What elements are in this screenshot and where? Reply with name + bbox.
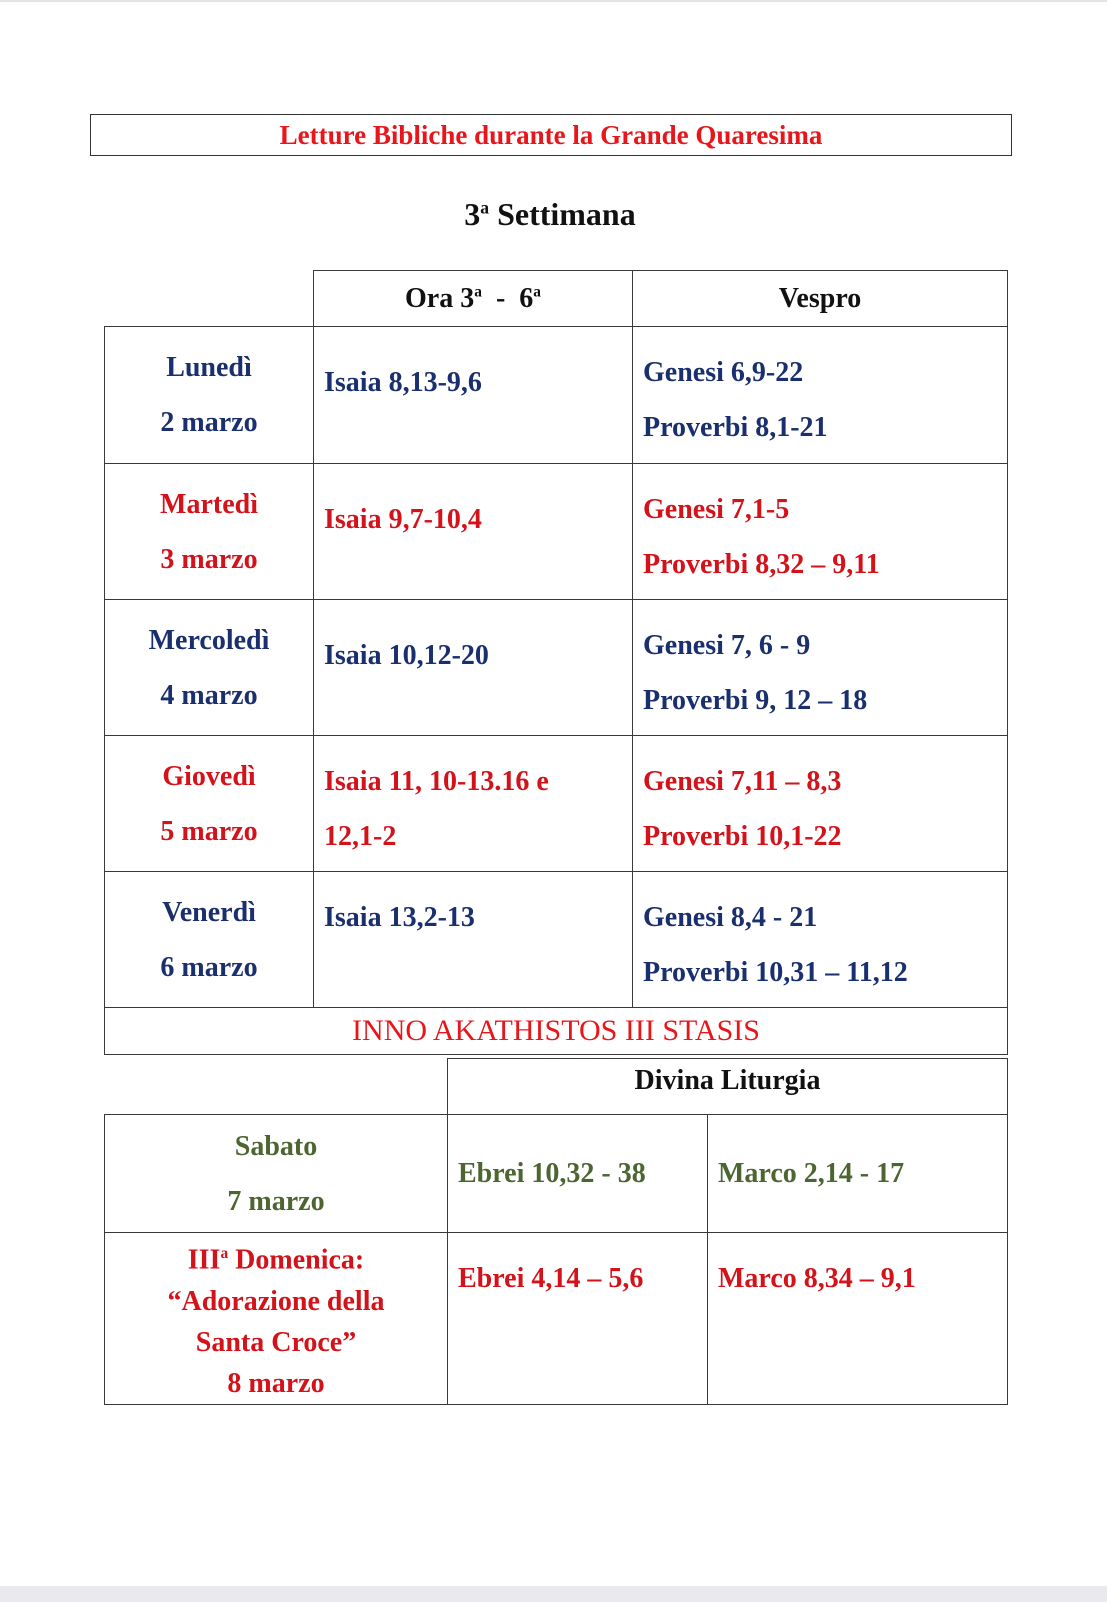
ora-reading-cell: Isaia 10,12-20: [314, 600, 633, 736]
vespro-reading-cell: Genesi 7, 6 - 9 Proverbi 9, 12 – 18: [633, 600, 1008, 736]
week-title: 3$^a$ Settimana: [464, 196, 636, 232]
document-title: Letture Bibliche durante la Grande Quaresima: [279, 119, 823, 150]
sabato-row: [105, 1115, 1008, 1233]
epistle-reading-cell: Ebrei 4,14 – 5,6: [448, 1233, 708, 1405]
day-row-lunedi: [105, 327, 1008, 464]
liturgy-table: [104, 1058, 1008, 1405]
epistle-reading-cell: Ebrei 10,32 - 38: [448, 1115, 708, 1233]
vespro-reading-cell: Genesi 7,1-5 Proverbi 8,32 – 9,11: [633, 464, 1008, 600]
day-cell-domenica: III$^a$ Domenica: “Adorazione della Santa Croce” 8 marzo: [105, 1233, 448, 1405]
header-row: [105, 271, 1008, 327]
ora-reading-cell: Isaia 11, 10-13.16 e 12,1-2: [314, 736, 633, 872]
akathistos-row: [105, 1008, 1008, 1055]
day-row-mercoledi: [105, 600, 1008, 736]
column-header-vespro: Vespro: [633, 271, 1008, 327]
day-cell: Lunedì 2 marzo: [105, 327, 314, 464]
document-title-box: [90, 114, 1012, 156]
domenica-row: [105, 1233, 1008, 1405]
divina-liturgia-header: Divina Liturgia: [448, 1059, 1008, 1115]
ora-reading-cell: Isaia 8,13-9,6: [314, 327, 633, 464]
day-row-venerdi: [105, 872, 1008, 1008]
day-cell: Giovedì 5 marzo: [105, 736, 314, 872]
vespro-reading-cell: Genesi 6,9-22 Proverbi 8,1-21: [633, 327, 1008, 464]
day-cell: Martedì 3 marzo: [105, 464, 314, 600]
day-cell-sabato: Sabato 7 marzo: [105, 1115, 448, 1233]
gospel-reading-cell: Marco 8,34 – 9,1: [708, 1233, 1008, 1405]
liturgy-header-row: [105, 1059, 1008, 1115]
ora-reading-cell: Isaia 9,7-10,4: [314, 464, 633, 600]
column-header-ora: Ora 3$^a$ - 6$^a$: [314, 271, 633, 327]
day-cell: Venerdì 6 marzo: [105, 872, 314, 1008]
vespro-reading-cell: Genesi 7,11 – 8,3 Proverbi 10,1-22: [633, 736, 1008, 872]
vespro-reading-cell: Genesi 8,4 - 21 Proverbi 10,31 – 11,12: [633, 872, 1008, 1008]
day-cell: Mercoledì 4 marzo: [105, 600, 314, 736]
day-row-giovedi: [105, 736, 1008, 872]
day-row-martedi: [105, 464, 1008, 600]
weekday-readings-table: [104, 270, 1008, 1055]
page-bottom-edge: [0, 1586, 1107, 1602]
page-top-edge: [0, 0, 1107, 2]
ora-reading-cell: Isaia 13,2-13: [314, 872, 633, 1008]
akathistos-label: INNO AKATHISTOS III STASIS: [105, 1008, 1008, 1055]
gospel-reading-cell: Marco 2,14 - 17: [708, 1115, 1008, 1233]
